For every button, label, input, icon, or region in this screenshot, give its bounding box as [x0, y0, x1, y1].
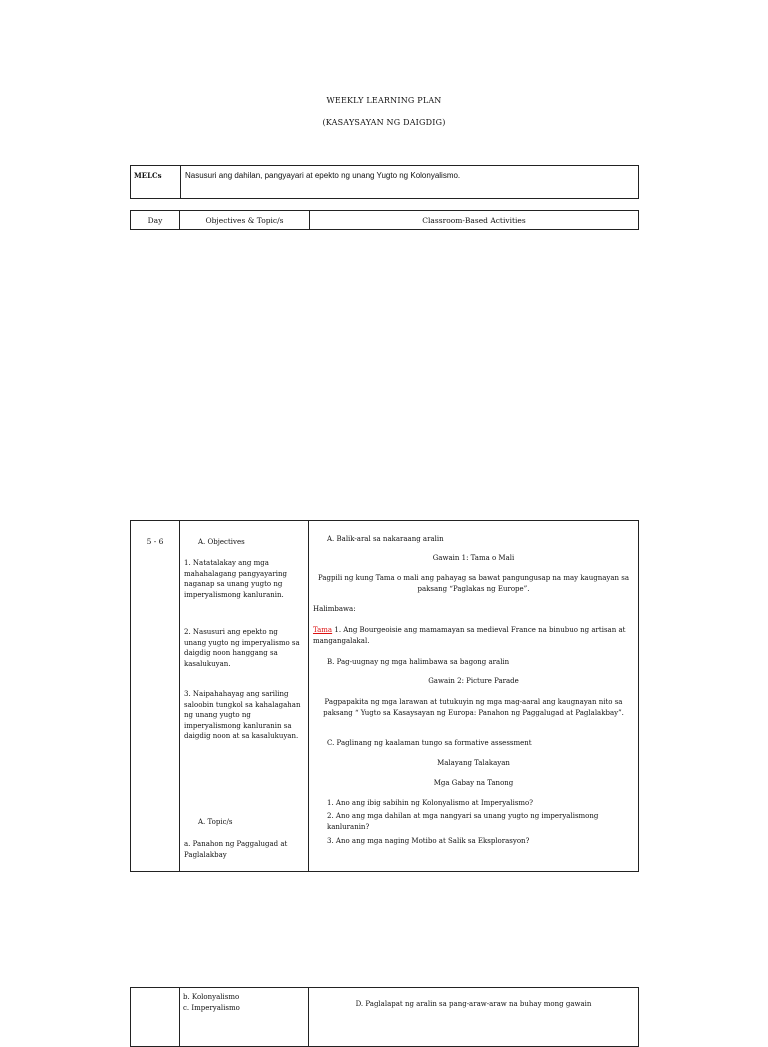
header-activities: Classroom-Based Activities: [422, 215, 526, 225]
gawain-2-title: Gawain 2: Picture Parade: [428, 677, 519, 685]
objective-item: 3. Naipahahayag ang sariling saloobin tungkol sa kahalagahan ng unang yugto ng imperyalismong kanluranin sa daigdig noon at sa kasalukuyan.: [184, 690, 301, 740]
section-b-heading: B. Pag-uugnay ng mga halimbawa sa bagong aralin: [327, 658, 510, 666]
example-text: 1. Ang Bourgeoisie ang mamamayan sa medieval France na binubuo ng artisan at mangangalakal.: [313, 626, 626, 645]
row-day: [131, 988, 180, 1046]
row-activities: [309, 521, 638, 871]
question-item: 3. Ano ang mga naging Motibo at Salik sa Eksplorasyon?: [327, 837, 530, 845]
topic-item: a. Panahon ng Paggalugad at Paglalakbay: [184, 840, 288, 859]
melcs-label: MELCs: [131, 166, 181, 198]
page-title: WEEKLY LEARNING PLAN: [326, 96, 442, 105]
section-c-heading: C. Paglinang ng kaalaman tungo sa formative assessment: [327, 739, 532, 747]
row-day: 5 - 6: [131, 521, 180, 871]
example-item: [313, 625, 634, 646]
section-d-heading: D. Paglalapat ng aralin sa pang-araw-araw na buhay mong gawain: [355, 1000, 592, 1008]
melcs-table: [130, 165, 639, 199]
melcs-text: Nasusuri ang dahilan, pangyayari at epekto ng unang Yugto ng Kolonyalismo.: [185, 171, 461, 180]
page-subtitle: (KASAYSAYAN NG DAIGDIG): [322, 118, 446, 127]
question-item: 1. Ano ang ibig sabihin ng Kolonyalismo at Imperyalismo?: [327, 799, 534, 807]
row-activities: [309, 988, 638, 1046]
objectives-heading: A. Objectives: [198, 538, 245, 546]
objective-item: 1. Natatalakay ang mga mahahalagang pangyayaring naganap sa unang yugto ng imperyalismong kanluranin.: [184, 559, 287, 599]
plan-table-row: [130, 520, 639, 872]
plan-table-header: [130, 210, 639, 230]
gawain-2-instruction: Pagpapakita ng mga larawan at tutukuyin ng mga mag-aaral ang kaugnayan nito sa paksang “ Yugto sa Kasaysayan ng Europa: Panahon ng Paggalugad at Paglalakbay”.: [323, 698, 624, 717]
section-a-heading: A. Balik-aral sa nakaraang aralin: [327, 535, 444, 543]
objective-item: 2. Nasusuri ang epekto ng unang yugto ng imperyalismo sa daigdig noon hanggang sa kasalukuyan.: [184, 628, 300, 668]
halimbawa-label: Halimbawa:: [313, 605, 356, 613]
objective-item: b. Kolonyalismo: [183, 993, 240, 1001]
row-objectives: [180, 521, 309, 871]
header-objectives: Objectives & Topic/s: [180, 211, 310, 229]
gabay-na-tanong: Mga Gabay na Tanong: [433, 779, 514, 787]
topics-heading: A. Topic/s: [198, 818, 233, 826]
malayang-talakayan: Malayang Talakayan: [437, 759, 510, 767]
header-day: Day: [131, 211, 180, 229]
row-objectives: [180, 988, 309, 1046]
question-item: 2. Ano ang mga dahilan at mga nangyari sa unang yugto ng imperyalismong kanluranin?: [327, 812, 599, 831]
objective-item: c. Imperyalismo: [183, 1003, 240, 1012]
gawain-1-title: Gawain 1: Tama o Mali: [432, 554, 515, 562]
example-answer: Tama: [313, 626, 333, 634]
plan-table-row-continued: [130, 987, 639, 1047]
gawain-1-instruction: Pagpili ng kung Tama o mali ang pahayag sa bawat pangungusap na may kaugnayan sa paksang “Paglakas ng Europe”.: [317, 574, 630, 593]
